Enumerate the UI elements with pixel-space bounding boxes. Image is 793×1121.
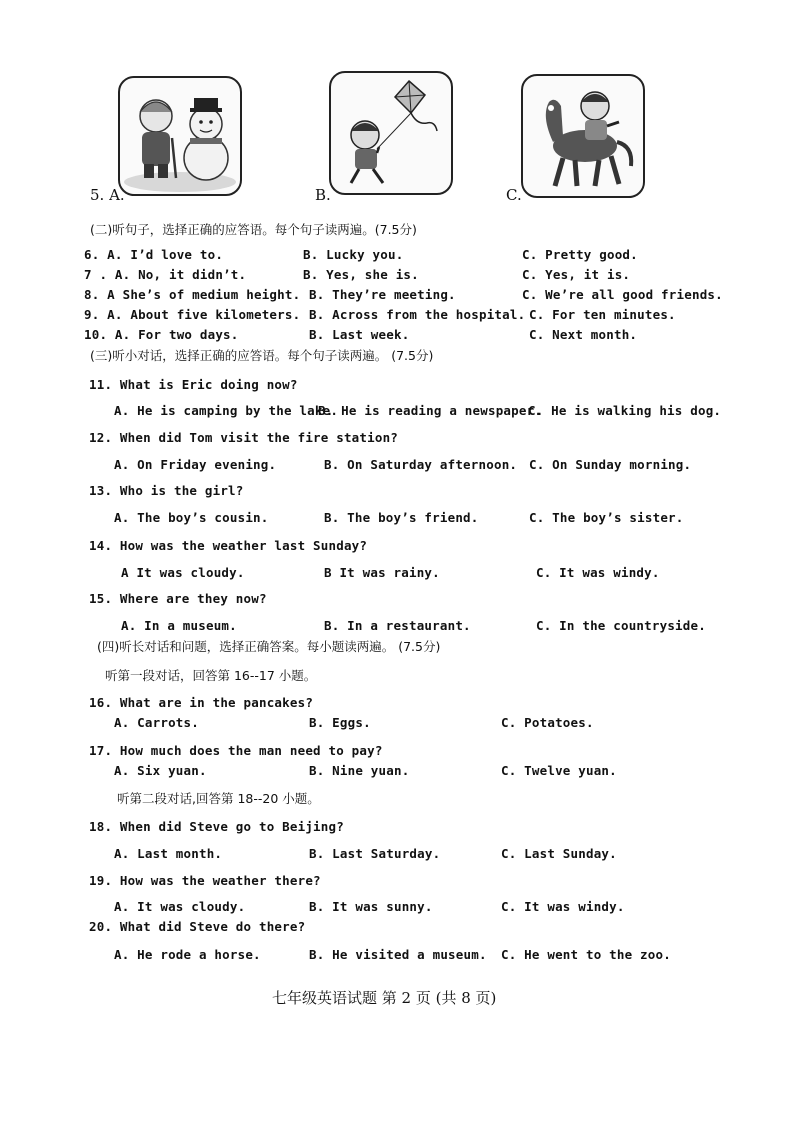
q13-option-a: A. The boy’s cousin. — [114, 510, 269, 525]
q15-option-c: C. In the countryside. — [536, 618, 706, 633]
picture-kite — [329, 71, 453, 195]
q7-option-a: 7 . A. No, it didn’t. — [84, 267, 247, 282]
q6-option-a: 6. A. I’d love to. — [84, 247, 224, 262]
q20-option-b: B. He visited a museum. — [309, 947, 487, 962]
snowman-illustration — [120, 78, 240, 194]
q5-label-a: 5. A. — [90, 186, 125, 204]
q12-option-a: A. On Friday evening. — [114, 457, 277, 472]
q14-option-c: C. It was windy. — [536, 565, 660, 580]
q12-option-b: B. On Saturday afternoon. — [324, 457, 518, 472]
q8-option-b: B. They’re meeting. — [309, 287, 456, 302]
q17-question: 17. How much does the man need to pay? — [89, 743, 383, 758]
q14-option-a: A It was cloudy. — [121, 565, 245, 580]
q17-option-b: B. Nine yuan. — [309, 763, 410, 778]
q18-option-a: A. Last month. — [114, 846, 223, 861]
q20-option-a: A. He rode a horse. — [114, 947, 261, 962]
q6-option-b: B. Lucky you. — [303, 247, 404, 262]
q11-option-c: C. He is walking his dog. — [528, 403, 722, 418]
q15-question: 15. Where are they now? — [89, 591, 267, 606]
q18-option-c: C. Last Sunday. — [501, 846, 617, 861]
q6-option-c: C. Pretty good. — [522, 247, 638, 262]
q15-option-b: B. In a restaurant. — [324, 618, 471, 633]
q19-option-b: B. It was sunny. — [309, 899, 433, 914]
q20-option-c: C. He went to the zoo. — [501, 947, 671, 962]
q16-option-c: C. Potatoes. — [501, 715, 594, 730]
q17-option-c: C. Twelve yuan. — [501, 763, 617, 778]
q8-option-c: C. We’re all good friends. — [522, 287, 723, 302]
q11-option-b: B. He is reading a newspaper. — [318, 403, 543, 418]
picture-horse — [521, 74, 645, 198]
q14-option-b: B It was rainy. — [324, 565, 440, 580]
q10-option-c: C. Next month. — [529, 327, 638, 342]
picture-snowman — [118, 76, 242, 196]
q16-option-a: A. Carrots. — [114, 715, 199, 730]
q8-option-a: 8. A She’s of medium height. — [84, 287, 301, 302]
kite-illustration — [331, 73, 451, 193]
q19-question: 19. How was the weather there? — [89, 873, 321, 888]
q16-question: 16. What are in the pancakes? — [89, 695, 314, 710]
section4-sub2: 听第二段对话,回答第 18--20 小题。 — [117, 791, 320, 806]
q5-label-c: C. — [506, 186, 522, 204]
section2-heading: (二)听句子，选择正确的应答语。每个句子读两遍。(7.5分) — [90, 222, 417, 237]
q7-option-b: B. Yes, she is. — [303, 267, 419, 282]
section4-heading: (四)听长对话和问题，选择正确答案。每小题读两遍。 (7.5分) — [97, 639, 441, 654]
q14-question: 14. How was the weather last Sunday? — [89, 538, 368, 553]
q18-question: 18. When did Steve go to Beijing? — [89, 819, 344, 834]
section4-sub1: 听第一段对话，回答第 16--17 小题。 — [105, 668, 317, 683]
q17-option-a: A. Six yuan. — [114, 763, 207, 778]
q12-option-c: C. On Sunday morning. — [529, 457, 692, 472]
q13-question: 13. Who is the girl? — [89, 483, 244, 498]
q7-option-c: C. Yes, it is. — [522, 267, 631, 282]
page-footer: 七年级英语试题 第 2 页 (共 8 页) — [272, 989, 497, 1007]
q13-option-b: B. The boy’s friend. — [324, 510, 479, 525]
q16-option-b: B. Eggs. — [309, 715, 371, 730]
q10-option-a: 10. A. For two days. — [84, 327, 239, 342]
q11-option-a: A. He is camping by the lake. — [114, 403, 339, 418]
q18-option-b: B. Last Saturday. — [309, 846, 441, 861]
q11-question: 11. What is Eric doing now? — [89, 377, 298, 392]
q19-option-a: A. It was cloudy. — [114, 899, 246, 914]
q19-option-c: C. It was windy. — [501, 899, 625, 914]
q20-question: 20. What did Steve do there? — [89, 919, 306, 934]
q5-label-b: B. — [315, 186, 331, 204]
q15-option-a: A. In a museum. — [121, 618, 237, 633]
section3-heading: (三)听小对话，选择正确的应答语。每个句子读两遍。 (7.5分) — [90, 348, 434, 363]
q9-option-c: C. For ten minutes. — [529, 307, 676, 322]
q9-option-a: 9. A. About five kilometers. — [84, 307, 301, 322]
q9-option-b: B. Across from the hospital. — [309, 307, 526, 322]
horse-illustration — [523, 76, 643, 196]
q12-question: 12. When did Tom visit the fire station? — [89, 430, 399, 445]
q10-option-b: B. Last week. — [309, 327, 410, 342]
q13-option-c: C. The boy’s sister. — [529, 510, 684, 525]
